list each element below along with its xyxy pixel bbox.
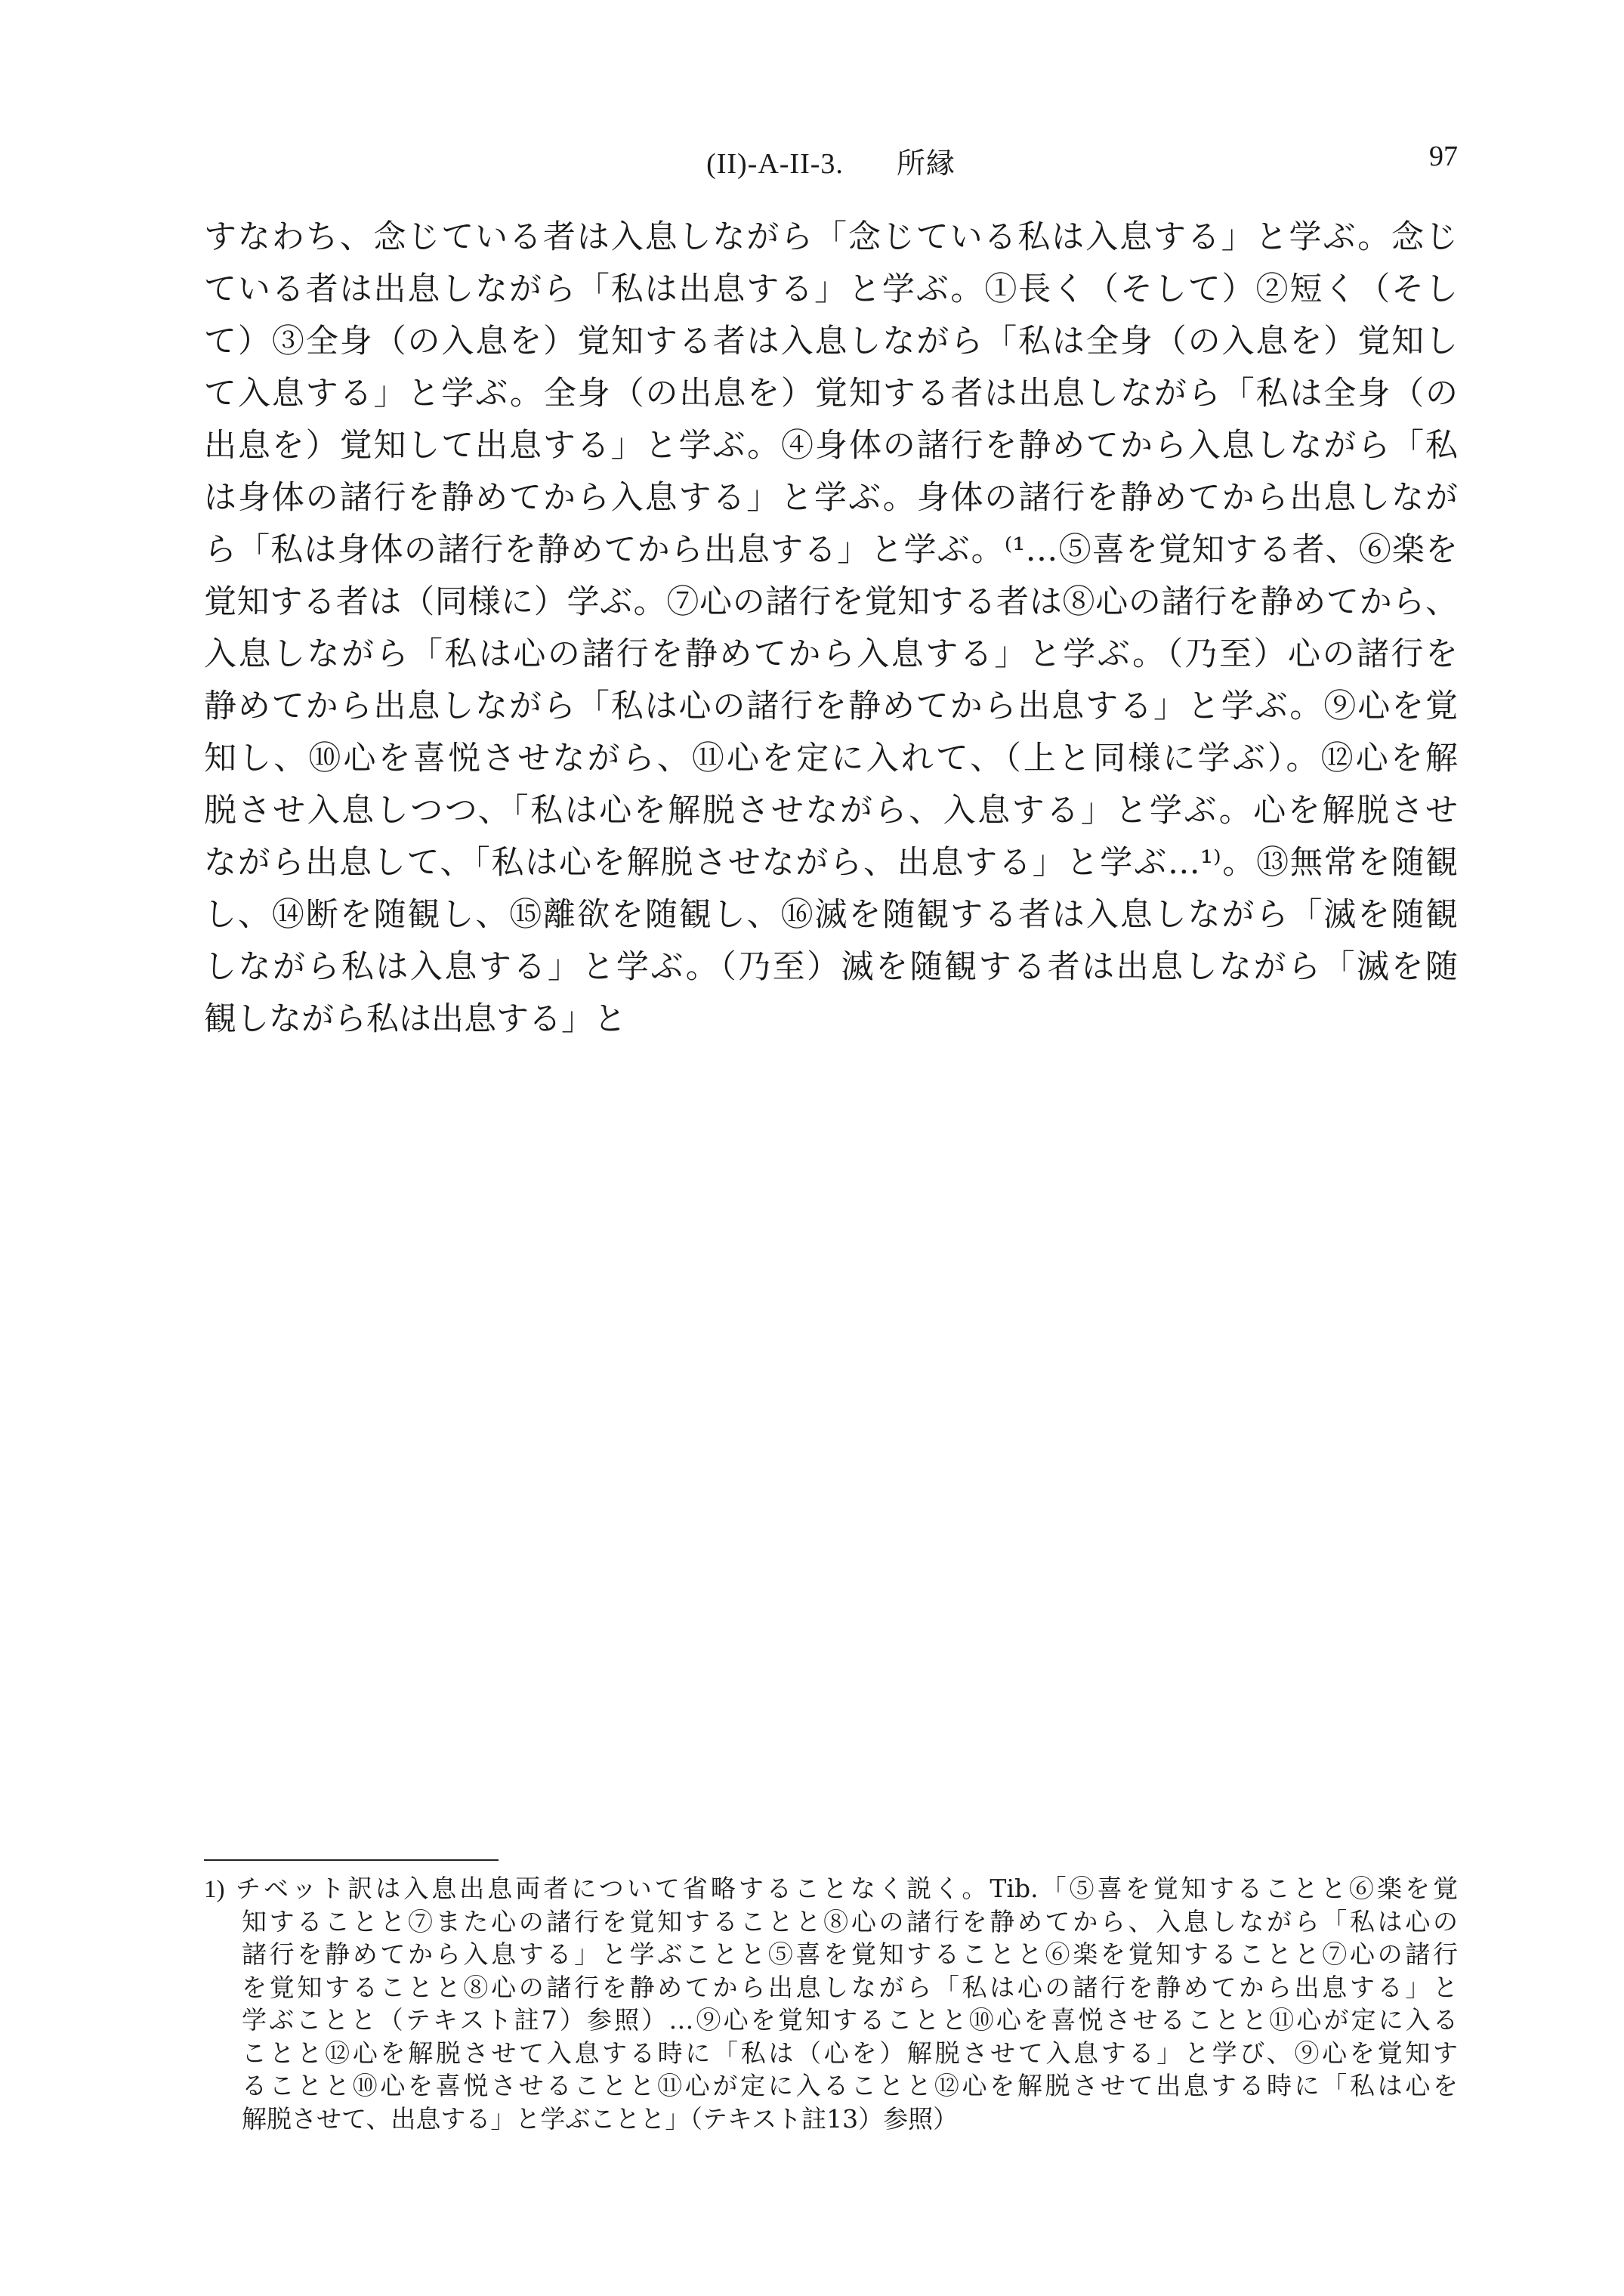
footnote-line: ることと⑩心を喜悦させることと⑪心が定に入ることと⑫心を解脱させて出息する時に「私は心を: [242, 2071, 1458, 2100]
section-title: 所縁: [896, 148, 956, 180]
section-heading: [204, 140, 1458, 181]
text-line: しながら私は入息する」と学ぶ。（乃至）滅を随観する者は出息しながら「滅を随: [204, 948, 1458, 986]
footnote-line: 知することと⑦また心の諸行を覚知することと⑧心の諸行を静めてから、入息しながら「私は心の: [242, 1906, 1458, 1936]
footnote-line: ことと⑫心を解脱させて入息する時に「私は（心を）解脱させて入息する」と学び、⑨心を覚知す: [242, 2038, 1458, 2068]
footnote-text: チベット訳は入息出息両者について省略することなく説く。Tib.「⑤喜を覚知することと⑥楽を覚: [236, 1874, 1458, 1903]
running-header: [204, 140, 1458, 185]
text-line: て）③全身（の入息を）覚知する者は入息しながら「私は全身（の入息を）覚知し: [204, 323, 1458, 360]
text-line: ている者は出息しながら「私は出息する」と学ぶ。①長く（そして）②短く（そし: [204, 270, 1458, 308]
text-line: は身体の諸行を静めてから入息する」と学ぶ。身体の諸行を静めてから出息しなが: [204, 479, 1458, 517]
footnote: [204, 1872, 1458, 2135]
footnote-marker: 1): [204, 1876, 225, 1903]
text-line: し、⑭断を随観し、⑮離欲を随観し、⑯滅を随観する者は入息しながら「滅を随観: [204, 896, 1458, 934]
text-line: 脱させ入息しつつ、「私は心を解脱させながら、入息する」と学ぶ。心を解脱させ: [204, 792, 1458, 830]
section-number: (II)-A-II-3.: [706, 148, 844, 180]
footnote-line: 解脱させて、出息する」と学ぶことと」（テキスト註13）参照）: [242, 2103, 959, 2134]
footnote-first-line: [204, 1872, 1458, 1905]
text-line: すなわち、念じている者は入息しながら「念じている私は入息する」と学ぶ。念じ: [204, 218, 1458, 256]
text-line: 覚知する者は（同様に）学ぶ。⑦心の諸行を覚知する者は⑧心の諸行を静めてから、: [204, 583, 1458, 621]
text-line: 出息を）覚知して出息する」と学ぶ。④身体の諸行を静めてから入息しながら「私: [204, 427, 1458, 465]
footnote-line: 諸行を静めてから入息する」と学ぶことと⑤喜を覚知することと⑥楽を覚知することと⑦心の諸行: [242, 1939, 1458, 1969]
page-number: 97: [1429, 141, 1458, 172]
text-line: 観しながら私は出息する」と: [204, 1000, 626, 1038]
footnote-line: を覚知することと⑧心の諸行を静めてから出息しながら「私は心の諸行を静めてから出息する」と: [242, 1972, 1458, 2002]
text-line: 入息しながら「私は心の諸行を静めてから入息する」と学ぶ。（乃至）心の諸行を: [204, 635, 1458, 673]
text-line: ら「私は身体の諸行を静めてから出息する」と学ぶ。⁽¹…⑤喜を覚知する者、⑥楽を: [204, 531, 1458, 569]
main-text: [204, 212, 1458, 1046]
footnote-divider: [204, 1859, 499, 1861]
text-line: て入息する」と学ぶ。全身（の出息を）覚知する者は出息しながら「私は全身（の: [204, 375, 1458, 413]
text-line: ながら出息して、「私は心を解脱させながら、出息する」と学ぶ…¹⁾。⑬無常を随観: [204, 844, 1458, 882]
footnote-line: 学ぶことと（テキスト註7）参照）…⑨心を覚知することと⑩心を喜悦させることと⑪心が定に入る: [242, 2005, 1458, 2035]
text-line: 知し、⑩心を喜悦させながら、⑪心を定に入れて、（上と同様に学ぶ）。⑫心を解: [204, 740, 1458, 777]
text-line: 静めてから出息しながら「私は心の諸行を静めてから出息する」と学ぶ。⑨心を覚: [204, 688, 1458, 725]
